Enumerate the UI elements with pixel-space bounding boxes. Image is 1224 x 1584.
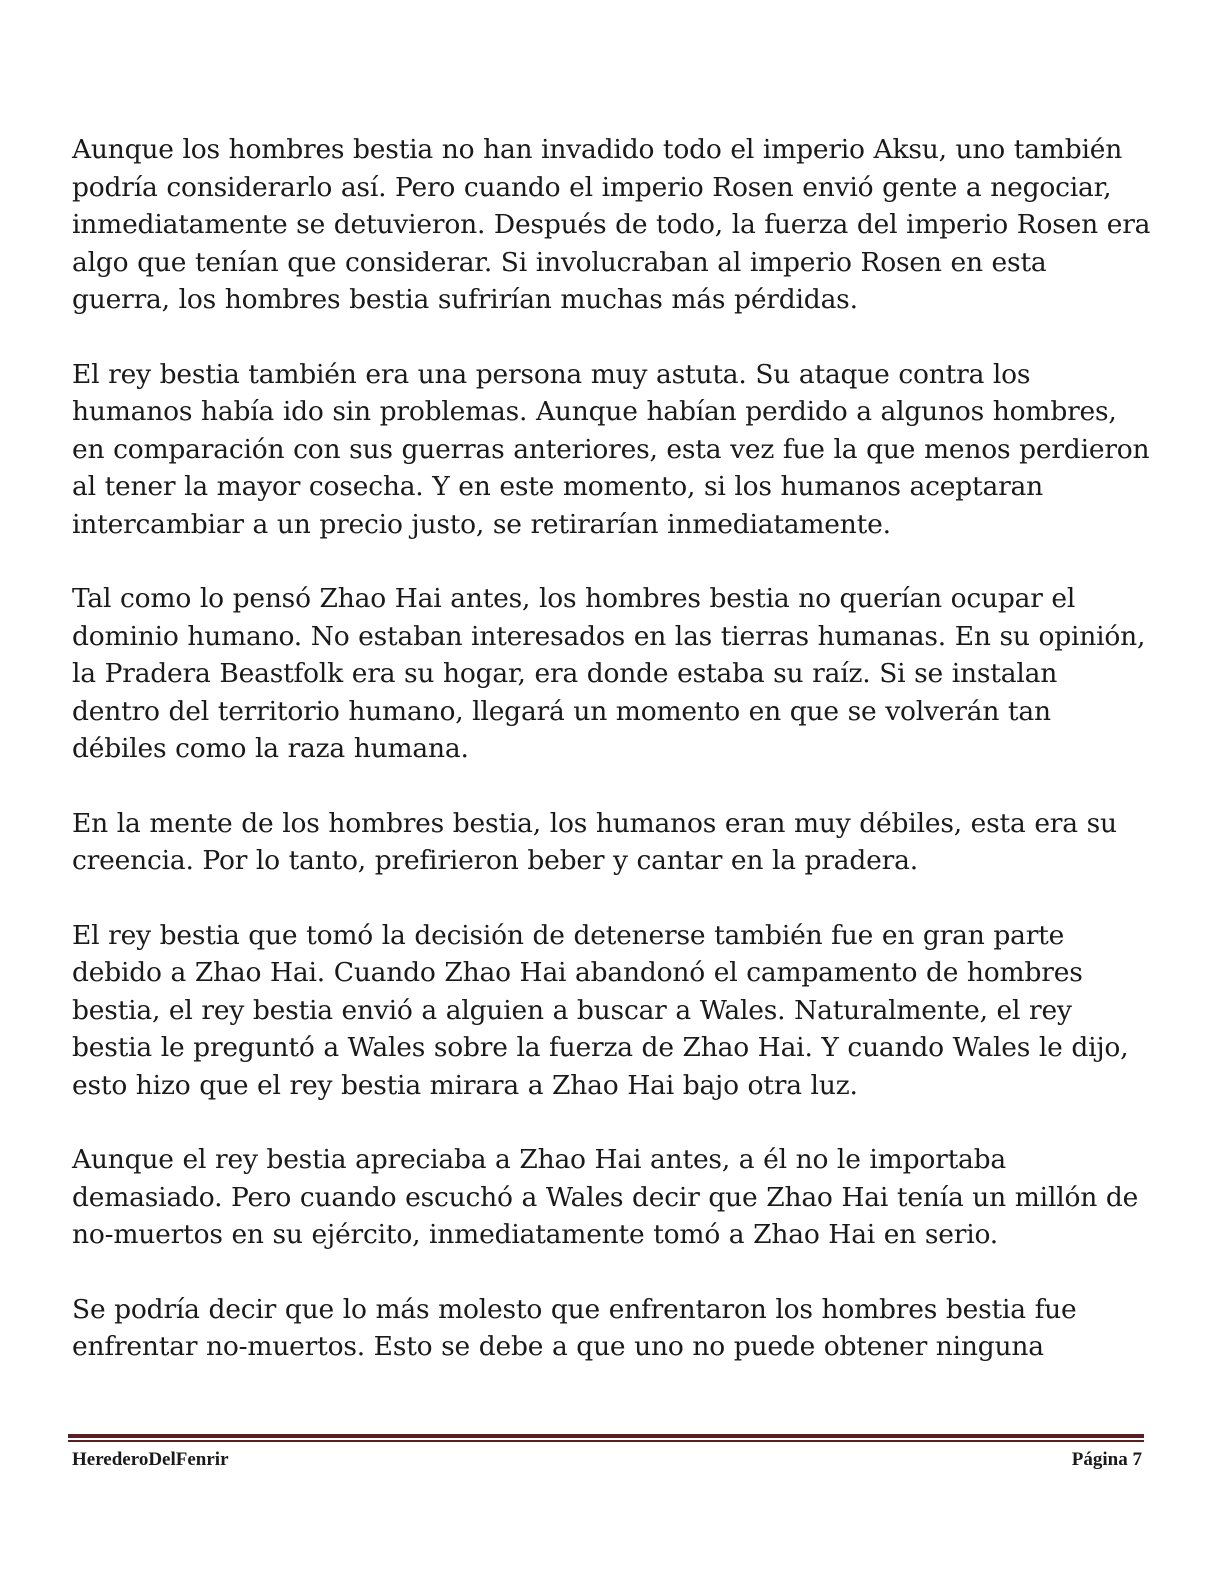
footer-divider [68,1434,1144,1442]
footer-author: HerederoDelFenrir [72,1449,229,1470]
paragraph-4: En la mente de los hombres bestia, los humanos eran muy débiles, esta era su creencia. Por lo tanto, prefirieron beber y cantar en la pradera. [72,807,1117,876]
page-body [72,131,1152,1403]
footer-page-number: Página 7 [1071,1449,1142,1470]
paragraph-5: El rey bestia que tomó la decisión de detenerse también fue en gran parte debido a Zhao Hai. Cuando Zhao Hai abandonó el campamento de hombres bestia, el rey bestia envió a alguien a buscar a Wales. Naturalmente, el rey bestia le preguntó a Wales sobre la fuerza de Zhao Hai. Y cuando Wales le dijo, esto hizo que el rey bestia mirara a Zhao Hai bajo otra luz. [72,919,1129,1101]
paragraph-3: Tal como lo pensó Zhao Hai antes, los hombres bestia no querían ocupar el dominio humano. No estaban interesados en las tierras humanas. En su opinión, la Pradera Beastfolk era su hogar, era donde estaba su raíz. Si se instalan dentro del territorio humano, llegará un momento en que se volverán tan débiles como la raza humana. [72,583,1146,764]
paragraph-2: El rey bestia también era una persona muy astuta. Su ataque contra los humanos había ido sin problemas. Aunque habían perdido a algunos hombres, en comparación con sus guerras anteriores, esta vez fue la que menos perdieron al tener la mayor cosecha. Y en este momento, si los humanos aceptaran intercambiar a un precio justo, se retirarían inmediatamente. [72,358,1150,540]
paragraph-1: Aunque los hombres bestia no han invadido todo el imperio Aksu, uno también podría considerarlo así. Pero cuando el imperio Rosen envió gente a negociar, inmediatamente se detuvieron. Después de todo, la fuerza del imperio Rosen era algo que tenían que considerar. Si involucraban al imperio Rosen en esta guerra, los hombres bestia sufrirían muchas más pérdidas. [72,134,1151,315]
footer-divider-thick-line [68,1434,1144,1438]
paragraph-6: Aunque el rey bestia apreciaba a Zhao Hai antes, a él no le importaba demasiado. Pero cuando escuchó a Wales decir que Zhao Hai tenía un millón de no-muertos en su ejército, inmediatamente tomó a Zhao Hai en serio. [72,1144,1139,1250]
footer-divider-thin-line [68,1440,1144,1442]
paragraph-7: Se podría decir que lo más molesto que enfrentaron los hombres bestia fue enfrentar no-muertos. Esto se debe a que uno no puede obtener ninguna [72,1293,1077,1362]
